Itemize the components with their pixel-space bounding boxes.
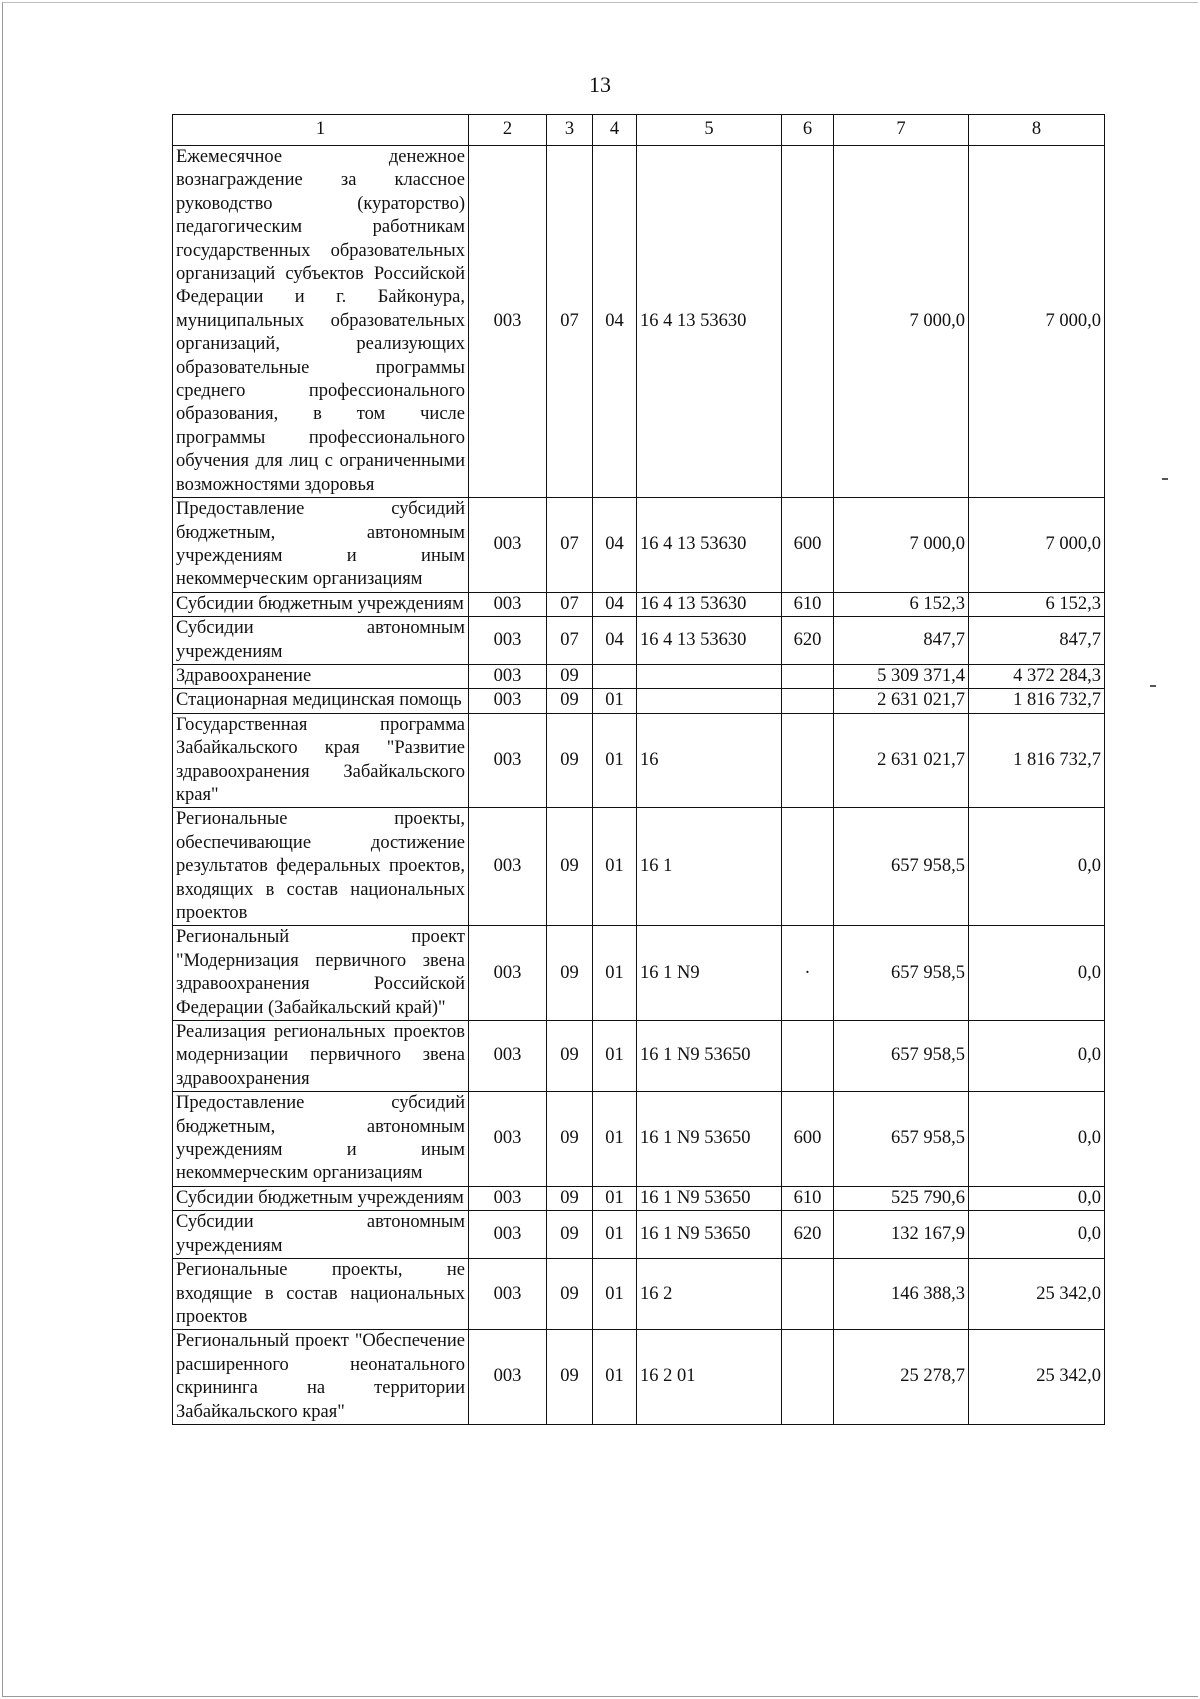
table-cell-vr	[782, 1021, 834, 1092]
table-cell-vr	[782, 1330, 834, 1425]
table-cell-section: 09	[547, 1186, 593, 1210]
table-row	[173, 664, 1105, 688]
table-cell-sum-2: 0,0	[969, 1092, 1105, 1187]
table-cell-sum-2: 6 152,3	[969, 592, 1105, 616]
table-cell-name: Государственная программа Забайкальского края "Развитие здравоохранения Забайкальского края"	[173, 713, 469, 808]
table-cell-ministry: 003	[469, 1330, 547, 1425]
table-cell-vr	[782, 664, 834, 688]
table-cell-ministry: 003	[469, 617, 547, 665]
table-row	[173, 713, 1105, 808]
table-cell-vr	[782, 1259, 834, 1330]
table-cell-sum-1: 146 388,3	[834, 1259, 969, 1330]
column-header: 5	[637, 115, 782, 146]
table-cell-csr: 16 2 01	[637, 1330, 782, 1425]
table-cell-name: Субсидии бюджетным учреждениям	[173, 592, 469, 616]
table-cell-ministry: 003	[469, 664, 547, 688]
page-number: 13	[589, 72, 611, 97]
table-row	[173, 1021, 1105, 1092]
table-cell-section: 09	[547, 1259, 593, 1330]
table-cell-section: 09	[547, 664, 593, 688]
table-cell-vr	[782, 146, 834, 498]
table-cell-ministry: 003	[469, 713, 547, 808]
table-cell-section: 07	[547, 592, 593, 616]
table-cell-sum-2: 847,7	[969, 617, 1105, 665]
table-row	[173, 926, 1105, 1021]
table-cell-name: Стационарная медицинская помощь	[173, 689, 469, 713]
table-cell-csr: 16 4 13 53630	[637, 592, 782, 616]
table-cell-csr	[637, 689, 782, 713]
table-cell-subsection: 04	[593, 592, 637, 616]
table-cell-sum-2: 1 816 732,7	[969, 689, 1105, 713]
table-cell-section: 09	[547, 713, 593, 808]
table-cell-subsection: 01	[593, 689, 637, 713]
table-cell-section: 09	[547, 1211, 593, 1259]
table-cell-name: Предоставление субсидий бюджетным, автономным учреждениям и иным некоммерческим организациям	[173, 1092, 469, 1187]
table-cell-name: Реализация региональных проектов модернизации первичного звена здравоохранения	[173, 1021, 469, 1092]
table-cell-subsection: 01	[593, 1259, 637, 1330]
table-cell-sum-2: 1 816 732,7	[969, 713, 1105, 808]
table-cell-subsection: 04	[593, 146, 637, 498]
table-cell-section: 07	[547, 146, 593, 498]
table-cell-ministry: 003	[469, 689, 547, 713]
table-cell-vr: 620	[782, 1211, 834, 1259]
table-cell-sum-2: 25 342,0	[969, 1330, 1105, 1425]
table-cell-sum-1: 847,7	[834, 617, 969, 665]
table-cell-csr: 16 4 13 53630	[637, 498, 782, 593]
table-cell-section: 09	[547, 1330, 593, 1425]
table-cell-ministry: 003	[469, 1186, 547, 1210]
table-cell-sum-1: 525 790,6	[834, 1186, 969, 1210]
table-body	[173, 146, 1105, 1425]
table-cell-vr	[782, 689, 834, 713]
column-header: 7	[834, 115, 969, 146]
table-cell-sum-2: 0,0	[969, 1186, 1105, 1210]
table-cell-csr: 16 1	[637, 808, 782, 926]
table-cell-subsection: 01	[593, 1092, 637, 1187]
table-cell-name: Субсидии автономным учреждениям	[173, 1211, 469, 1259]
table-cell-subsection: 01	[593, 1186, 637, 1210]
table-cell-subsection: 01	[593, 808, 637, 926]
table-row	[173, 808, 1105, 926]
table-cell-section: 09	[547, 926, 593, 1021]
table-cell-subsection: 01	[593, 1211, 637, 1259]
table-cell-ministry: 003	[469, 1211, 547, 1259]
table-cell-name: Здравоохранение	[173, 664, 469, 688]
table-cell-subsection: 01	[593, 1021, 637, 1092]
table-cell-vr: ·	[782, 926, 834, 1021]
table-cell-ministry: 003	[469, 592, 547, 616]
table-cell-sum-1: 132 167,9	[834, 1211, 969, 1259]
column-header: 6	[782, 115, 834, 146]
table-cell-vr: 600	[782, 1092, 834, 1187]
table-row	[173, 1211, 1105, 1259]
table-cell-vr	[782, 808, 834, 926]
table-cell-name: Субсидии автономным учреждениям	[173, 617, 469, 665]
table-cell-csr: 16 2	[637, 1259, 782, 1330]
table-cell-csr	[637, 664, 782, 688]
table-cell-section: 07	[547, 617, 593, 665]
column-header: 4	[593, 115, 637, 146]
table-cell-section: 07	[547, 498, 593, 593]
table-cell-subsection: 01	[593, 1330, 637, 1425]
table-cell-csr: 16 1 N9 53650	[637, 1021, 782, 1092]
column-header: 8	[969, 115, 1105, 146]
table-cell-name: Региональные проекты, не входящие в состав национальных проектов	[173, 1259, 469, 1330]
table-row	[173, 146, 1105, 498]
table-row	[173, 498, 1105, 593]
table-cell-csr: 16 1 N9	[637, 926, 782, 1021]
table-cell-ministry: 003	[469, 498, 547, 593]
table-cell-csr: 16 4 13 53630	[637, 146, 782, 498]
table-cell-sum-1: 657 958,5	[834, 1021, 969, 1092]
table-cell-section: 09	[547, 1092, 593, 1187]
table-cell-sum-1: 657 958,5	[834, 926, 969, 1021]
table-cell-name: Региональный проект "Обеспечение расширенного неонатального скрининга на территории Забайкальского края"	[173, 1330, 469, 1425]
table-cell-subsection: 04	[593, 498, 637, 593]
column-header: 3	[547, 115, 593, 146]
header-row	[173, 115, 1105, 146]
budget-table	[172, 114, 1105, 1425]
table-cell-subsection: 01	[593, 713, 637, 808]
table-cell-subsection	[593, 664, 637, 688]
table-cell-csr: 16 1 N9 53650	[637, 1211, 782, 1259]
table-cell-name: Субсидии бюджетным учреждениям	[173, 1186, 469, 1210]
table-cell-subsection: 04	[593, 617, 637, 665]
table-cell-name: Ежемесячное денежное вознаграждение за классное руководство (кураторство) педагогическим работникам государственных образовательных организаций субъектов Российской Федерации и г. Байконура, муниципальных образовательных организаций, реализующих образовательные программы среднего профессионального образования, в том числе программы профессионального обучения для лиц с ограниченными возможностями здоровья	[173, 146, 469, 498]
margin-mark	[1150, 685, 1156, 687]
column-header: 2	[469, 115, 547, 146]
table-cell-sum-2: 7 000,0	[969, 498, 1105, 593]
table-cell-ministry: 003	[469, 926, 547, 1021]
table-cell-name: Региональный проект "Модернизация первичного звена здравоохранения Российской Федерации (Забайкальский край)"	[173, 926, 469, 1021]
table-cell-name: Региональные проекты, обеспечивающие достижение результатов федеральных проектов, входящих в состав национальных проектов	[173, 808, 469, 926]
table-cell-ministry: 003	[469, 146, 547, 498]
table-cell-ministry: 003	[469, 1021, 547, 1092]
margin-mark	[1162, 478, 1168, 480]
table-cell-section: 09	[547, 808, 593, 926]
table-cell-ministry: 003	[469, 1092, 547, 1187]
table-cell-vr: 620	[782, 617, 834, 665]
table-cell-sum-1: 25 278,7	[834, 1330, 969, 1425]
table-row	[173, 1186, 1105, 1210]
table-cell-sum-1: 2 631 021,7	[834, 689, 969, 713]
table-cell-sum-1: 657 958,5	[834, 1092, 969, 1187]
table-cell-sum-1: 657 958,5	[834, 808, 969, 926]
table-cell-sum-2: 7 000,0	[969, 146, 1105, 498]
table-cell-sum-2: 0,0	[969, 808, 1105, 926]
table-cell-sum-2: 25 342,0	[969, 1259, 1105, 1330]
table-cell-ministry: 003	[469, 808, 547, 926]
table-cell-sum-1: 5 309 371,4	[834, 664, 969, 688]
table-row	[173, 592, 1105, 616]
table-cell-sum-1: 2 631 021,7	[834, 713, 969, 808]
table-cell-section: 09	[547, 689, 593, 713]
table-row	[173, 689, 1105, 713]
table-cell-csr: 16 1 N9 53650	[637, 1092, 782, 1187]
table-cell-vr: 610	[782, 592, 834, 616]
table-cell-subsection: 01	[593, 926, 637, 1021]
table-row	[173, 1330, 1105, 1425]
column-header: 1	[173, 115, 469, 146]
table-cell-name: Предоставление субсидий бюджетным, автономным учреждениям и иным некоммерческим организациям	[173, 498, 469, 593]
table-cell-sum-2: 0,0	[969, 1211, 1105, 1259]
table-cell-sum-2: 0,0	[969, 926, 1105, 1021]
table-cell-vr: 610	[782, 1186, 834, 1210]
table-cell-csr: 16	[637, 713, 782, 808]
table-cell-vr: 600	[782, 498, 834, 593]
table-cell-sum-1: 7 000,0	[834, 498, 969, 593]
table-cell-vr	[782, 713, 834, 808]
table-cell-csr: 16 4 13 53630	[637, 617, 782, 665]
table-row	[173, 617, 1105, 665]
table-cell-sum-2: 4 372 284,3	[969, 664, 1105, 688]
table-cell-ministry: 003	[469, 1259, 547, 1330]
table-row	[173, 1259, 1105, 1330]
table-cell-section: 09	[547, 1021, 593, 1092]
table-cell-csr: 16 1 N9 53650	[637, 1186, 782, 1210]
table-cell-sum-1: 6 152,3	[834, 592, 969, 616]
table-cell-sum-1: 7 000,0	[834, 146, 969, 498]
table-cell-sum-2: 0,0	[969, 1021, 1105, 1092]
table-row	[173, 1092, 1105, 1187]
